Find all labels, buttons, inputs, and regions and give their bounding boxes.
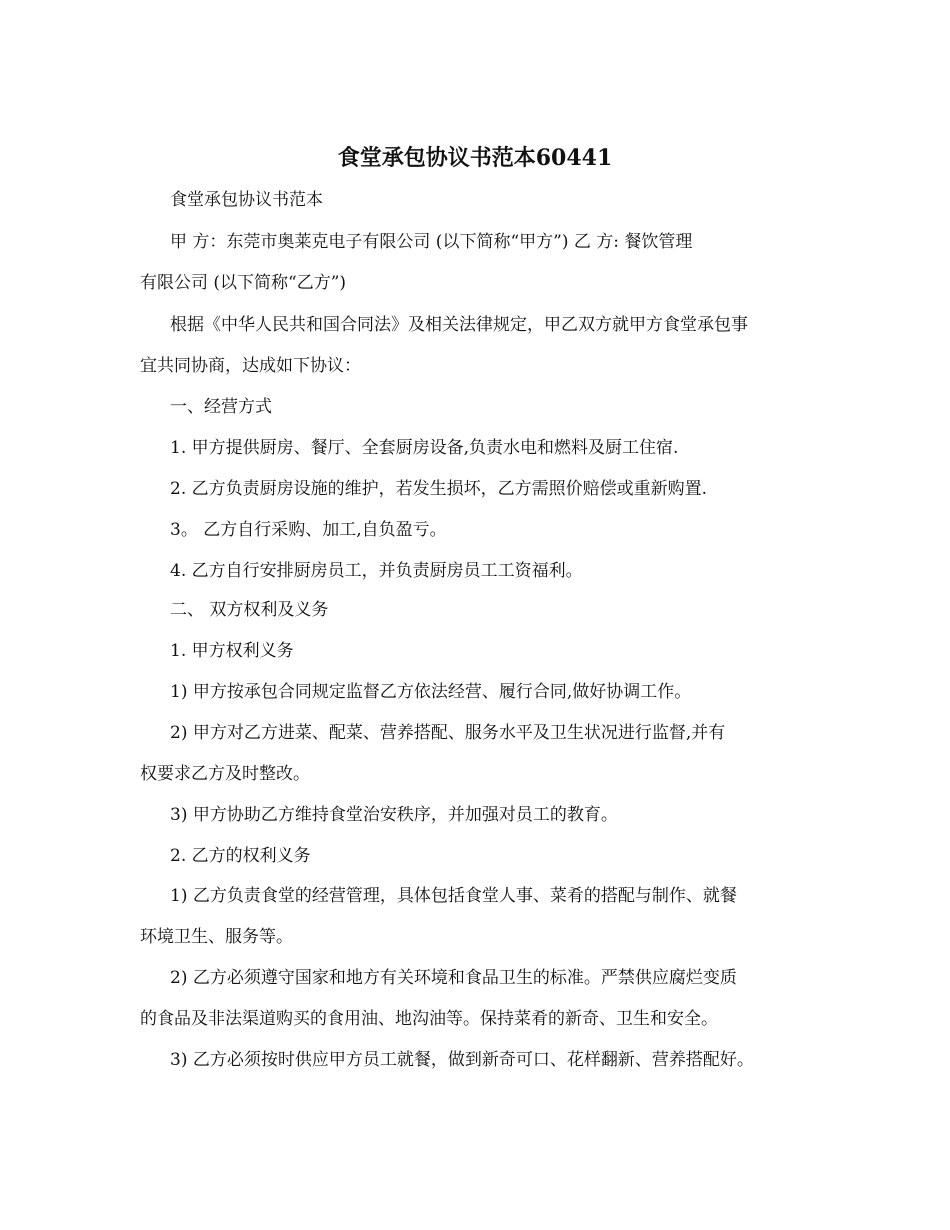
subsection-heading: 1. 甲方权利义务 bbox=[170, 641, 294, 661]
section-heading: 二、 双方权利及义务 bbox=[170, 600, 329, 620]
clause-cont-line: 环境卫生、服务等。 bbox=[140, 927, 293, 947]
party-a-line: 甲 方：东莞市奥莱克电子有限公司 (以下简称“甲方”) 乙 方: 餐饮管理 bbox=[170, 232, 693, 252]
subsection-heading: 2. 乙方的权利义务 bbox=[170, 846, 311, 866]
clause-line: 4. 乙方自行安排厨房员工，并负责厨房员工工资福利。 bbox=[170, 561, 583, 581]
clause-line: 1. 甲方提供厨房、餐厅、全套厨房设备,负责水电和燃料及厨工住宿. bbox=[170, 438, 679, 458]
document-title: 食堂承包协议书范本60441 bbox=[337, 145, 613, 171]
subtitle-line: 食堂承包协议书范本 bbox=[170, 190, 323, 210]
preamble-cont-line: 宜共同协商，达成如下协议： bbox=[140, 356, 361, 376]
clause-cont-line: 权要求乙方及时整改。 bbox=[140, 764, 310, 784]
clause-line: 2) 甲方对乙方进菜、配菜、营养搭配、服务水平及卫生状况进行监督,并有 bbox=[170, 723, 726, 743]
clause-line: 2) 乙方必须遵守国家和地方有关环境和食品卫生的标准。严禁供应腐烂变质 bbox=[170, 968, 737, 988]
clause-line: 3。 乙方自行采购、加工,自负盈亏。 bbox=[170, 520, 447, 540]
clause-line: 3) 乙方必须按时供应甲方员工就餐，做到新奇可口、花样翻新、营养搭配好。 bbox=[170, 1050, 754, 1070]
clause-line: 3) 甲方协助乙方维持食堂治安秩序，并加强对员工的教育。 bbox=[170, 805, 618, 825]
clause-line: 1) 乙方负责食堂的经营管理，具体包括食堂人事、菜肴的搭配与制作、就餐 bbox=[170, 886, 737, 906]
party-b-line: 有限公司 (以下简称“乙方”) bbox=[140, 273, 347, 293]
clause-line: 2. 乙方负责厨房设施的维护，若发生损坏，乙方需照价赔偿或重新购置. bbox=[170, 479, 708, 499]
clause-cont-line: 的食品及非法渠道购买的食用油、地沟油等。保持菜肴的新奇、卫生和安全。 bbox=[140, 1009, 718, 1029]
preamble-line: 根据《中华人民共和国合同法》及相关法律规定，甲乙双方就甲方食堂承包事 bbox=[170, 315, 748, 335]
clause-line: 1) 甲方按承包合同规定监督乙方依法经营、履行合同,做好协调工作。 bbox=[170, 682, 692, 702]
section-heading: 一、经营方式 bbox=[170, 397, 272, 417]
